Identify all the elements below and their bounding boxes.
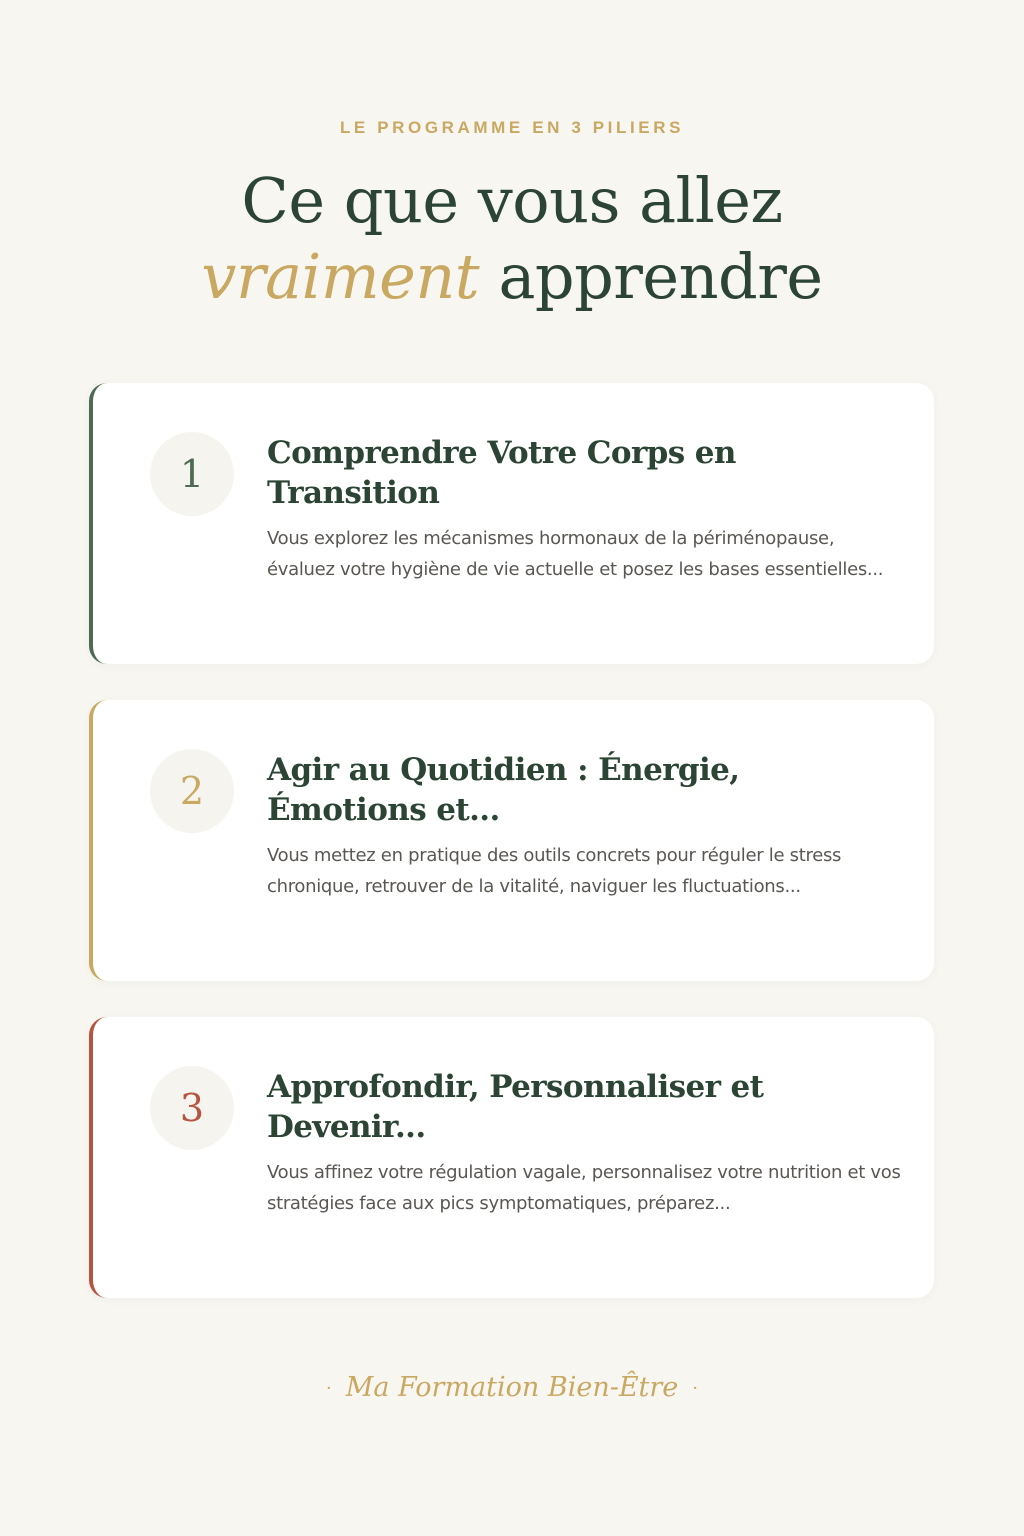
section-title <box>0 163 1024 315</box>
footer-brand-name: Ma Formation Bien-Être <box>345 1372 679 1403</box>
pillar-title: Approfondir, Personnaliser et Devenir... <box>267 1069 764 1145</box>
pillar-card-3 <box>89 1017 934 1298</box>
footer-brand <box>0 1372 1024 1403</box>
title-line-1: Ce que vous allez <box>241 164 783 237</box>
pillar-description: Vous explorez les mécanismes hormonaux de la périménopause, évaluez votre hygiène de vie actuelle et posez les bases essentielles... <box>267 528 884 580</box>
pillar-title: Agir au Quotidien : Énergie, Émotions et... <box>267 752 740 828</box>
footer-separator-right: · <box>692 1378 699 1399</box>
pillar-card-2 <box>89 700 934 981</box>
pillar-card-1 <box>89 383 934 664</box>
title-line-2: apprendre <box>498 240 823 313</box>
pillar-number-badge: 1 <box>150 432 234 516</box>
pillar-description: Vous mettez en pratique des outils concrets pour réguler le stress chronique, retrouver de la vitalité, naviguer les fluctuations... <box>267 845 842 897</box>
title-accent-word: vraiment <box>201 240 480 313</box>
section-eyebrow: LE PROGRAMME EN 3 PILIERS <box>339 118 685 137</box>
footer-separator-left: · <box>325 1378 332 1399</box>
pillar-description: Vous affinez votre régulation vagale, personnalisez votre nutrition et vos stratégies face aux pics symptomatiques, préparez... <box>267 1162 901 1214</box>
pillar-title: Comprendre Votre Corps en Transition <box>267 435 736 511</box>
pillar-number-badge: 2 <box>150 749 234 833</box>
pillar-number-badge: 3 <box>150 1066 234 1150</box>
